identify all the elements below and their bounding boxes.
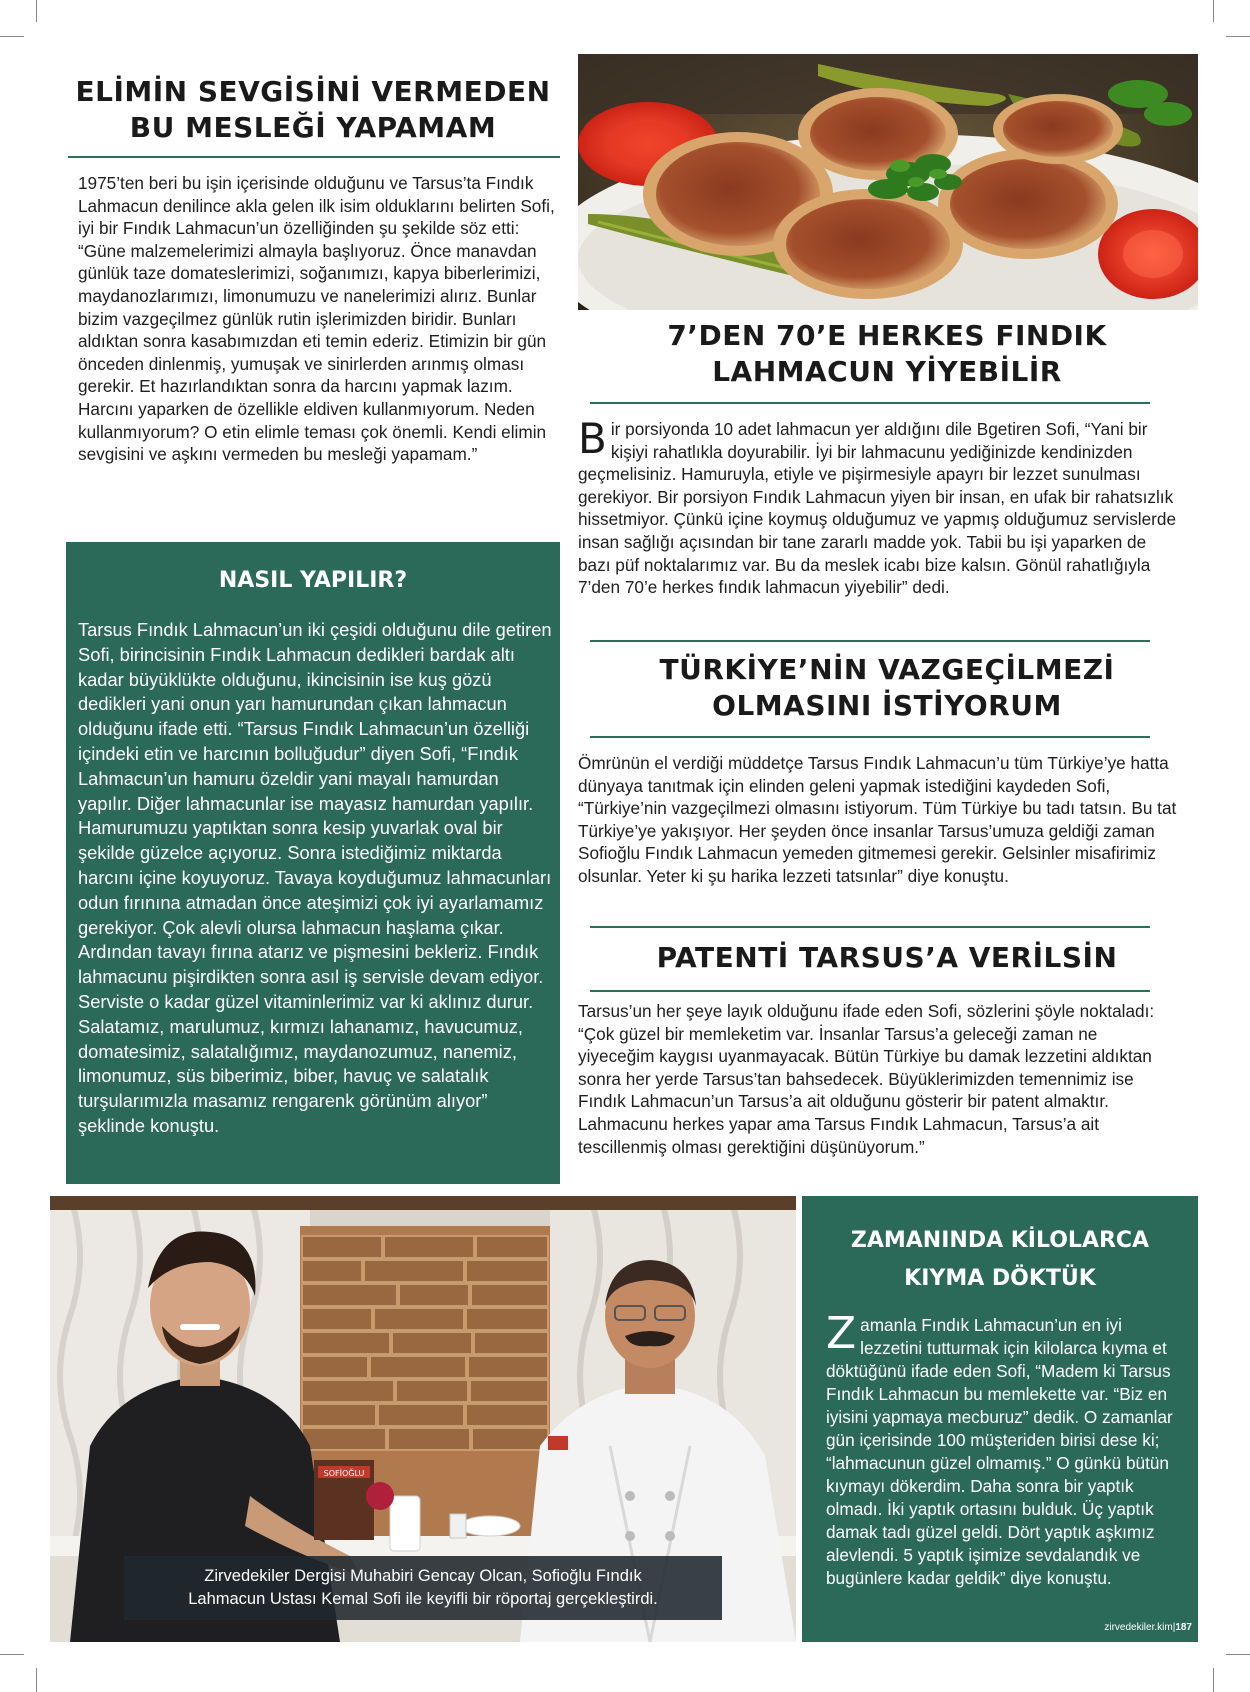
drop-cap: Z bbox=[826, 1308, 857, 1359]
paragraph: “Güne malzemelerimizi almayla başlıyoruz. Önce manavdan günlük taze domateslerimizi, soğanımızı, kapya biberlerimizi, maydanozlarımızı, limonumuzu ve nanelerimizi alırız. Bunlar bizim vazgeçilmez günlük rutin işlerimizden biridir. Bunları aldıktan sonra kasabımızdan eti temin ederiz. Etimizin bir gün önceden dinlenmiş, yumuşak ve sinirlerden arınmış olması gerekir. Et hazırlandıktan sonra da harcını yapmak lazım. Harcını yaparken de özellikle eldiven kullanmıyorum. Neden kullanmıyorum? O etin elimle teması çok önemli. Kendi elimin sevgisini ve aşkını vermeden bu mesleği yapamam.” bbox=[78, 240, 547, 465]
title-line: LAHMACUN YİYEBİLİR bbox=[712, 355, 1062, 388]
article-body bbox=[578, 752, 1178, 888]
title-line: TÜRKİYE’NİN VAZGEÇİLMEZİ bbox=[659, 653, 1115, 686]
divider bbox=[590, 736, 1150, 738]
box-title bbox=[802, 1222, 1198, 1298]
title-line: ELİMİN SEVGİSİNİ VERMEDEN bbox=[75, 75, 551, 108]
article-body bbox=[578, 1000, 1178, 1158]
crop-mark bbox=[1213, 0, 1214, 22]
paragraph: ir porsiyonda 10 adet lahmacun yer aldığını dile Bgetiren Sofi, “Yani bir kişiyi rahatlıkla doyurabilir. İyi bir lahmacunu yediğinizde kendinizden geçmelisiniz. Hamuruyla, etiyle ve pişirmesiyle apayrı bir lezzet sunulması gerekiyor. Bir porsiyon Fındık Lahmacun yiyen bir insan, en ufak bir rahatsızlık hissetmiyor. Çünkü içine koymuş olduğumuz ve yapmış olduğumuz servislerde insan sağlığı açısından bir tane zararlı madde yok. Tabii bu işi yaparken de bazı püf noktalarımız var. Bu da meslek icabı bize kalsın. Gönül rahatlığıyla 7’den 70’e herkes fındık lahmacun yiyebilir” dedi. bbox=[578, 419, 1177, 598]
title-line: OLMASINI İSTİYORUM bbox=[712, 689, 1062, 722]
caption-line: Lahmacun Ustası Kemal Sofi ile keyifli bir röportaj gerçekleştirdi. bbox=[188, 1590, 658, 1608]
drop-cap: B bbox=[578, 414, 607, 463]
crop-mark bbox=[0, 1654, 24, 1655]
page-folio bbox=[1104, 1622, 1192, 1633]
article-title bbox=[580, 652, 1194, 724]
article-body bbox=[78, 172, 556, 466]
divider bbox=[590, 640, 1150, 642]
title-line: BU MESLEĞİ YAPAMAM bbox=[129, 111, 497, 144]
sign-text: SOFİOĞLU bbox=[323, 1469, 365, 1478]
paragraph: Ömrünün el verdiği müddetçe Tarsus Fındık Lahmacun’u tüm Türkiye’ye hatta dünyaya tanıtmak için elinden geleni yapmak istediğini kaydeden Sofi, “Türkiye’nin vazgeçilmezi olmasını istiyorum. Tüm Türkiye bu tadı tatsın. Bu tat Türkiye’ye yakışıyor. Her şeyden önce insanlar Tarsus’umuza geldiği zaman Sofioğlu Fındık Lahmacun yemeden gitmemesi gerekir. Gelsinler misafirimiz olsunlar. Yeter ki şu harika lezzeti tatsınlar” diye konuştu. bbox=[578, 753, 1177, 886]
sidebar-box-how-made bbox=[66, 542, 560, 1184]
caption-line: Zirvedekiler Dergisi Muhabiri Gencay Olcan, Sofioğlu Fındık bbox=[204, 1567, 642, 1585]
photo-caption bbox=[124, 1556, 722, 1620]
crop-mark bbox=[36, 1668, 37, 1692]
article-title bbox=[580, 940, 1194, 976]
crop-mark bbox=[1213, 1668, 1214, 1692]
article-body bbox=[578, 414, 1177, 599]
title-line: 7’DEN 70’E HERKES FINDIK bbox=[667, 319, 1107, 352]
divider bbox=[590, 402, 1150, 404]
box-text: Tarsus Fındık Lahmacun’un iki çeşidi olduğunu dile getiren Sofi, birincisinin Fındık Lahmacun dedikleri bardak altı kadar büyüklükte olduğunu, ikincisinin ise kuş gözü dedikleri yani onun yarı hamurundan çıkan lahmacun olduğunu ifade etti. “Tarsus Fındık Lahmacun’un özelliği içindeki etin ve harcının bolluğudur” diyen Sofi, “Fındık Lahmacun’un hamuru özeldir yani mayalı hamurdan yapılır. Diğer lahmacunlar ise mayasız hamurdan yapılır. Hamurumuzu yaptıktan sonra kesip yuvarlak oval bir şekilde güzelce açıyoruz. Sonra istediğimiz miktarda harcını içine koyuyoruz. Tavaya koyduğumuz lahmacunları odun fırınına atmadan önce ateşimizi çok iyi ayarlamamız gerekiyor. Çok alevli olursa lahmacun haşlama çıkar. Ardından tavayı fırına atarız ve pişmesini bekleriz. Fındık lahmacunu pişirdikten sonra asıl iş servisle devam ediyor. Serviste o kadar güzel vitaminlerimiz var ki aklınız durur. Salatamız, marulumuz, kırmızı lahanamız, havucumuz, domatesimiz, salatalığımız, maydanozumuz, nanemiz, limonumuz, süs biberimiz, biber, havuç ve salatalık turşularımızla masamız rengarenk görünüm alıyor” şeklinde konuştu. bbox=[78, 619, 552, 1136]
paragraph: Tarsus’un her şeye layık olduğunu ifade eden Sofi, sözlerini şöyle noktaladı: bbox=[578, 1001, 1155, 1021]
paragraph: “Çok güzel bir memleketim var. İnsanlar Tarsus’a geleceği zaman ne yiyeceğim kaygısı uyanmayacak. Bütün Türkiye bu damak lezzetini aldıktan sonra her yerde Tarsus’tan bahsedecek. Büyüklerimizden temennimiz ise Fındık Lahmacun’un Tarsus’a ait olduğunu gösterir bir patent almaktır. Lahmacunu herkes yapar ama Tarsus Fındık Lahmacun, Tarsus’a ait tescillenmiş olması gerektiğini düşünüyorum.” bbox=[578, 1023, 1152, 1157]
paragraph: 1975’ten beri bu işin içerisinde olduğunu ve Tarsus’ta Fındık Lahmacun denilince akla gelen ilk isim olduklarını belirten Sofi, iyi bir Fındık Lahmacun’un özelliğinden şu şekilde söz etti: bbox=[78, 173, 555, 239]
lahmacun-plate-photo bbox=[578, 54, 1198, 310]
food-illustration bbox=[578, 54, 1198, 310]
article-title bbox=[66, 74, 560, 146]
title-line: PATENTİ TARSUS’A VERİLSİN bbox=[656, 941, 1118, 974]
folio-separator: | bbox=[1172, 1622, 1176, 1633]
crop-mark bbox=[1226, 1654, 1250, 1655]
box-text bbox=[826, 1308, 1186, 1590]
paragraph: amanla Fındık Lahmacun’un en iyi lezzetini tutturmak için kilolarca kıyma et döktüğünü ifade eden Sofi, “Madem ki Tarsus Fındık Lahmacun bu memlekette var. “Biz en iyisini yapmaya mecburuz” dedik. O zamanlar gün içerisinde 100 müşteriden birisi dese ki; “lahmacunun güzel olmamış.” O günkü bütün kıymayı dökerdim. Daha sonra bir yaptık olmadı. İki yaptık ortasını bulduk. Üç yaptık damak tadı güzel geldi. Dört yaptık aşkımız alevlendi. 5 yaptık işimize sevdalandık ve bugünlere kadar geldik” diye konuştu. bbox=[826, 1315, 1173, 1588]
page-number: 187 bbox=[1175, 1622, 1192, 1633]
divider bbox=[68, 156, 560, 158]
divider bbox=[590, 926, 1150, 928]
box-title: NASIL YAPILIR? bbox=[218, 568, 408, 593]
crop-mark bbox=[0, 36, 24, 37]
crop-mark bbox=[1226, 36, 1250, 37]
site-name: zirvedekiler.kim bbox=[1104, 1622, 1173, 1633]
crop-mark bbox=[36, 0, 37, 22]
title-line: KIYMA DÖKTÜK bbox=[904, 1266, 1096, 1291]
title-line: ZAMANINDA KİLOLARCA bbox=[850, 1228, 1150, 1253]
sidebar-box-minced-meat bbox=[802, 1196, 1198, 1642]
divider bbox=[590, 990, 1150, 992]
article-title bbox=[580, 318, 1194, 390]
